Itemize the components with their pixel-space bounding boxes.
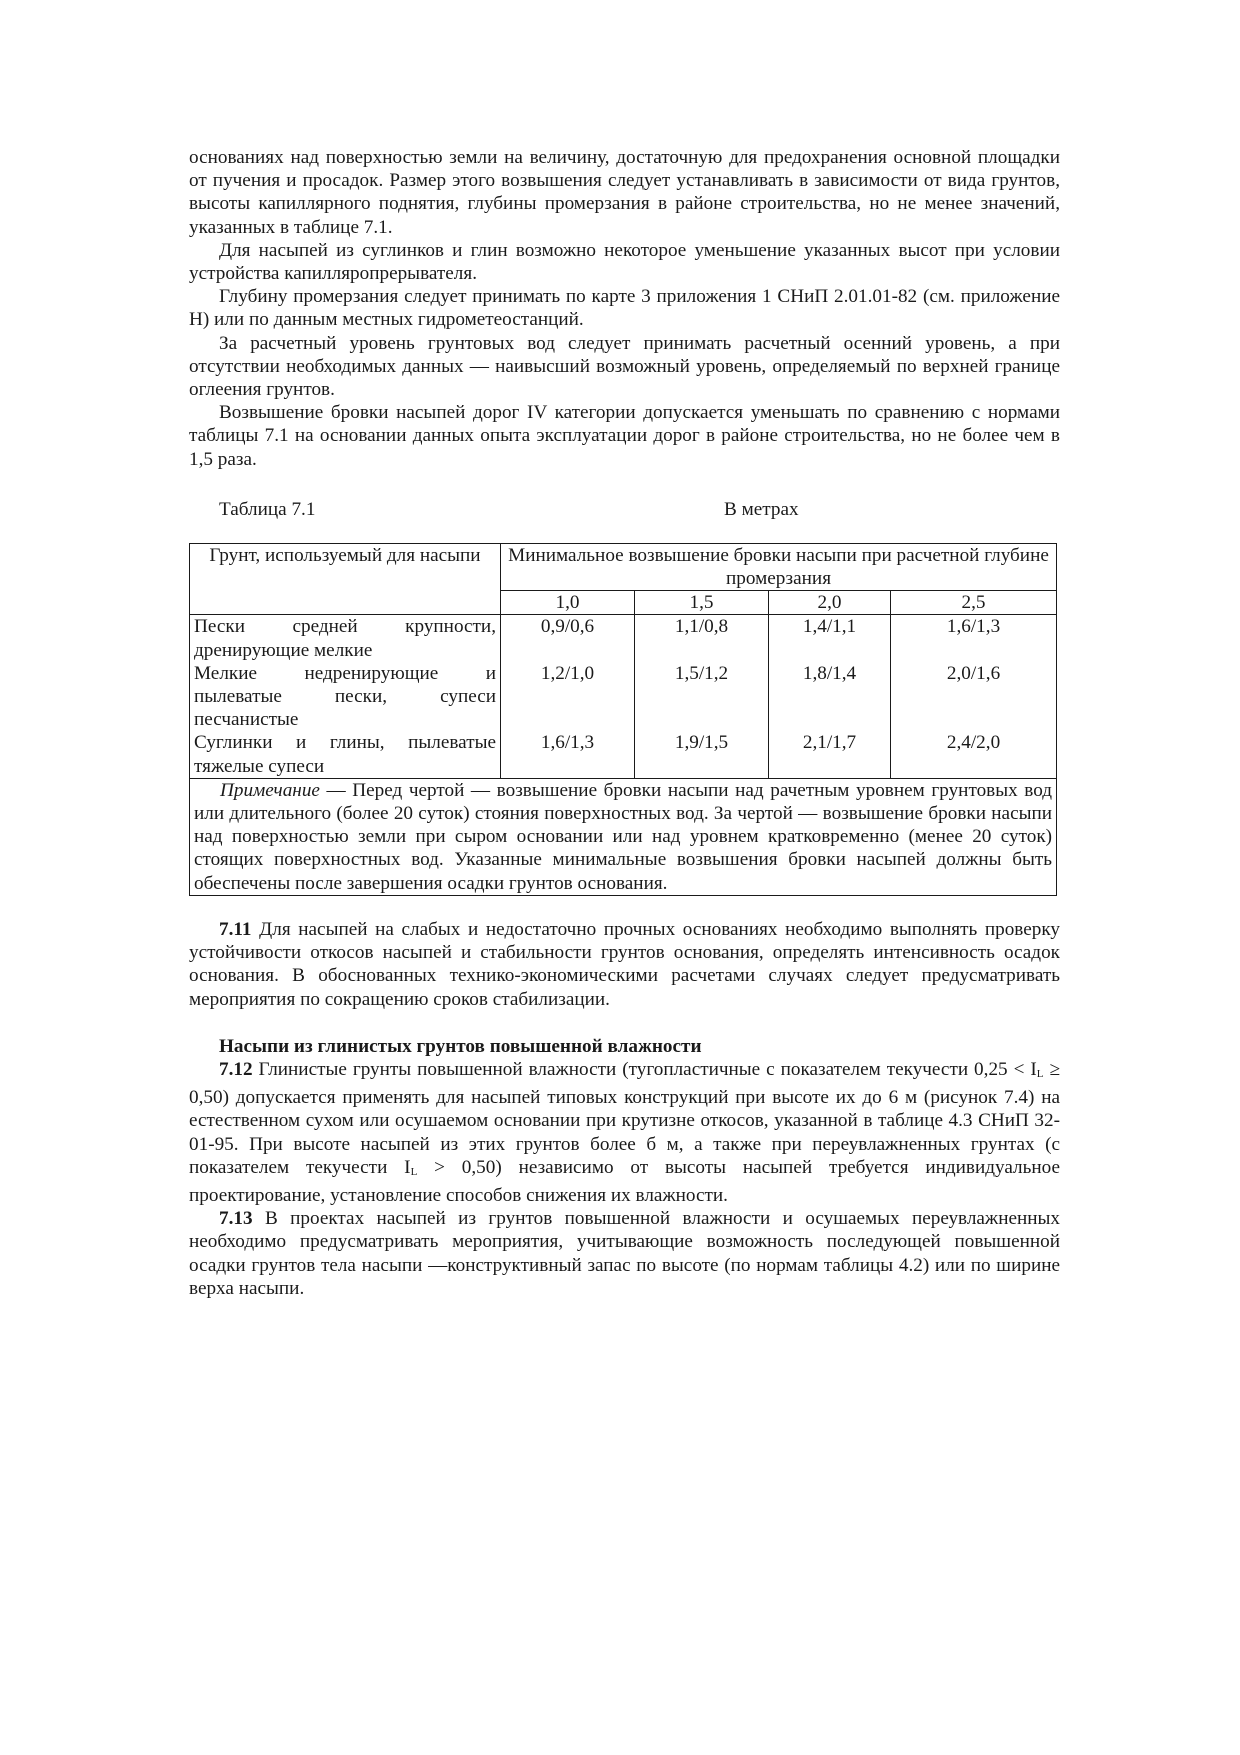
document-page <box>189 146 1060 1300</box>
table-note-row <box>190 778 1057 895</box>
paragraph-intro-2: Для насыпей из суглинков и глин возможно некоторое уменьшение указанных высот при условии устройства капилляропрерывателя. <box>189 239 1060 285</box>
clause-number: 7.12 <box>219 1058 253 1080</box>
clause-number: 7.11 <box>219 918 252 940</box>
embankment-table <box>189 543 1057 896</box>
note-text: — Перед чертой — возвышение бровки насыпи над рачетным уровнем грунтовых вод или длительного (более 20 суток) стояния поверхностных вод. За чертой — возвышение бровки насыпи над поверхностью земли при сыром основании или над уровнем кратковременно (менее 20 суток) стоящих поверхностных вод. Указанные минимальные возвышения бровки насыпей должны быть обеспечены после завершения осадки грунтов основания. <box>194 779 1053 894</box>
value-cell: 1,1/0,8 <box>635 615 769 662</box>
value-cell: 2,0/1,6 <box>891 662 1057 732</box>
header-min-elevation: Минимальное возвышение бровки насыпи при расчетной глубине промерзания <box>501 543 1057 590</box>
paragraph-7-11 <box>189 918 1060 1011</box>
clause-text: В проектах насыпей из грунтов повышенной влажности и осушаемых переувлажненных необходимо предусматривать мероприятия, учитывающие возможность последующей повышенной осадки грунтов тела насыпи —конструктивный запас по высоте (по нормам таблицы 4.2) или по ширине верха насыпи. <box>189 1208 1060 1299</box>
value-cell: 1,5/1,2 <box>635 662 769 732</box>
note-label: Примечание <box>220 779 320 801</box>
table-note <box>190 778 1057 895</box>
clause-text: Глинистые грунты повышенной влажности (тугопластичные с показателем текучести 0,25 < I <box>252 1058 1037 1080</box>
value-cell: 2,1/1,7 <box>769 731 891 778</box>
paragraph-intro-1: основаниях над поверхностью земли на величину, достаточную для предохранения основной площадки от пучения и просадок. Размер этого возвышения следует устанавливать в зависимости от вида грунтов, высоты капиллярного поднятия, глубины промерзания в районе строительства, но не менее значений, указанных в таблице 7.1. <box>189 147 1060 238</box>
soil-cell: Мелкие недренирующие и пылеватые пески, супеси песчанистые <box>190 662 501 732</box>
paragraph-7-12 <box>189 1058 1060 1207</box>
header-depth: 1,5 <box>635 591 769 615</box>
clause-text: ≥ 0,50) допускается применять для насыпей типовых конструкций при высоте их до 6 м (рисунок 7.4) на естественном сухом или осушаемом основании при крутизне откосов, указанной в таблице 4.3 СНиП 32-01-95. При высоте насыпей из этих грунтов более б м, а также при переувлажненных грунтах (с показателем текучести I <box>189 1058 1061 1178</box>
value-cell: 1,6/1,3 <box>501 731 635 778</box>
paragraph-intro-5: Возвышение бровки насыпей дорог IV категории допускается уменьшать по сравнению с нормами таблицы 7.1 на основании данных опыта эксплуатации дорог в районе строительства, но не более чем в 1,5 раза. <box>189 402 1060 470</box>
table-caption: Таблица 7.1 <box>219 498 316 520</box>
value-cell: 1,9/1,5 <box>635 731 769 778</box>
value-cell: 0,9/0,6 <box>501 615 635 662</box>
value-cell: 1,4/1,1 <box>769 615 891 662</box>
header-depth: 2,5 <box>891 591 1057 615</box>
subscript: L <box>410 1165 418 1178</box>
table-row <box>190 662 1057 732</box>
value-cell: 1,2/1,0 <box>501 662 635 732</box>
value-cell: 1,6/1,3 <box>891 615 1057 662</box>
clause-number: 7.13 <box>219 1208 253 1230</box>
value-cell: 2,4/2,0 <box>891 731 1057 778</box>
header-soil: Грунт, используемый для насыпи <box>190 543 501 615</box>
section-heading: Насыпи из глинистых грунтов повышенной влажности <box>219 1035 702 1057</box>
subscript: L <box>1036 1067 1044 1080</box>
table-row <box>190 615 1057 662</box>
paragraph-intro-3: Глубину промерзания следует принимать по карте 3 приложения 1 СНиП 2.01.01-82 (см. приложение Н) или по данным местных гидрометеостанций. <box>189 286 1060 331</box>
table-header-row <box>190 543 1057 590</box>
clause-text: > 0,50) независимо от высоты насыпей требуется индивидуальное проектирование, установление способов снижения их влажности. <box>189 1156 1060 1206</box>
table-row <box>190 731 1057 778</box>
clause-text: Для насыпей на слабых и недостаточно прочных основаниях необходимо выполнять проверку устойчивости откосов насыпей и стабильности грунтов основания, определять интенсивность осадок основания. В обоснованных технико-экономическими расчетами случаях следует предусматривать мероприятия по сокращению сроков стабилизации. <box>189 918 1060 1010</box>
value-cell: 1,8/1,4 <box>769 662 891 732</box>
table-units: В метрах <box>724 498 799 520</box>
soil-cell: Пески средней крупности, дренирующие мелкие <box>190 615 501 662</box>
table-caption-row <box>189 498 1060 521</box>
header-depth: 1,0 <box>501 591 635 615</box>
header-depth: 2,0 <box>769 591 891 615</box>
soil-cell: Суглинки и глины, пылеватые тяжелые супеси <box>190 731 501 778</box>
paragraph-intro-4: За расчетный уровень грунтовых вод следует принимать расчетный осенний уровень, а при отсутствии необходимых данных — наивысший возможный уровень, определяемый по верхней границе оглеения грунтов. <box>189 332 1060 401</box>
paragraph-7-13 <box>189 1207 1060 1300</box>
